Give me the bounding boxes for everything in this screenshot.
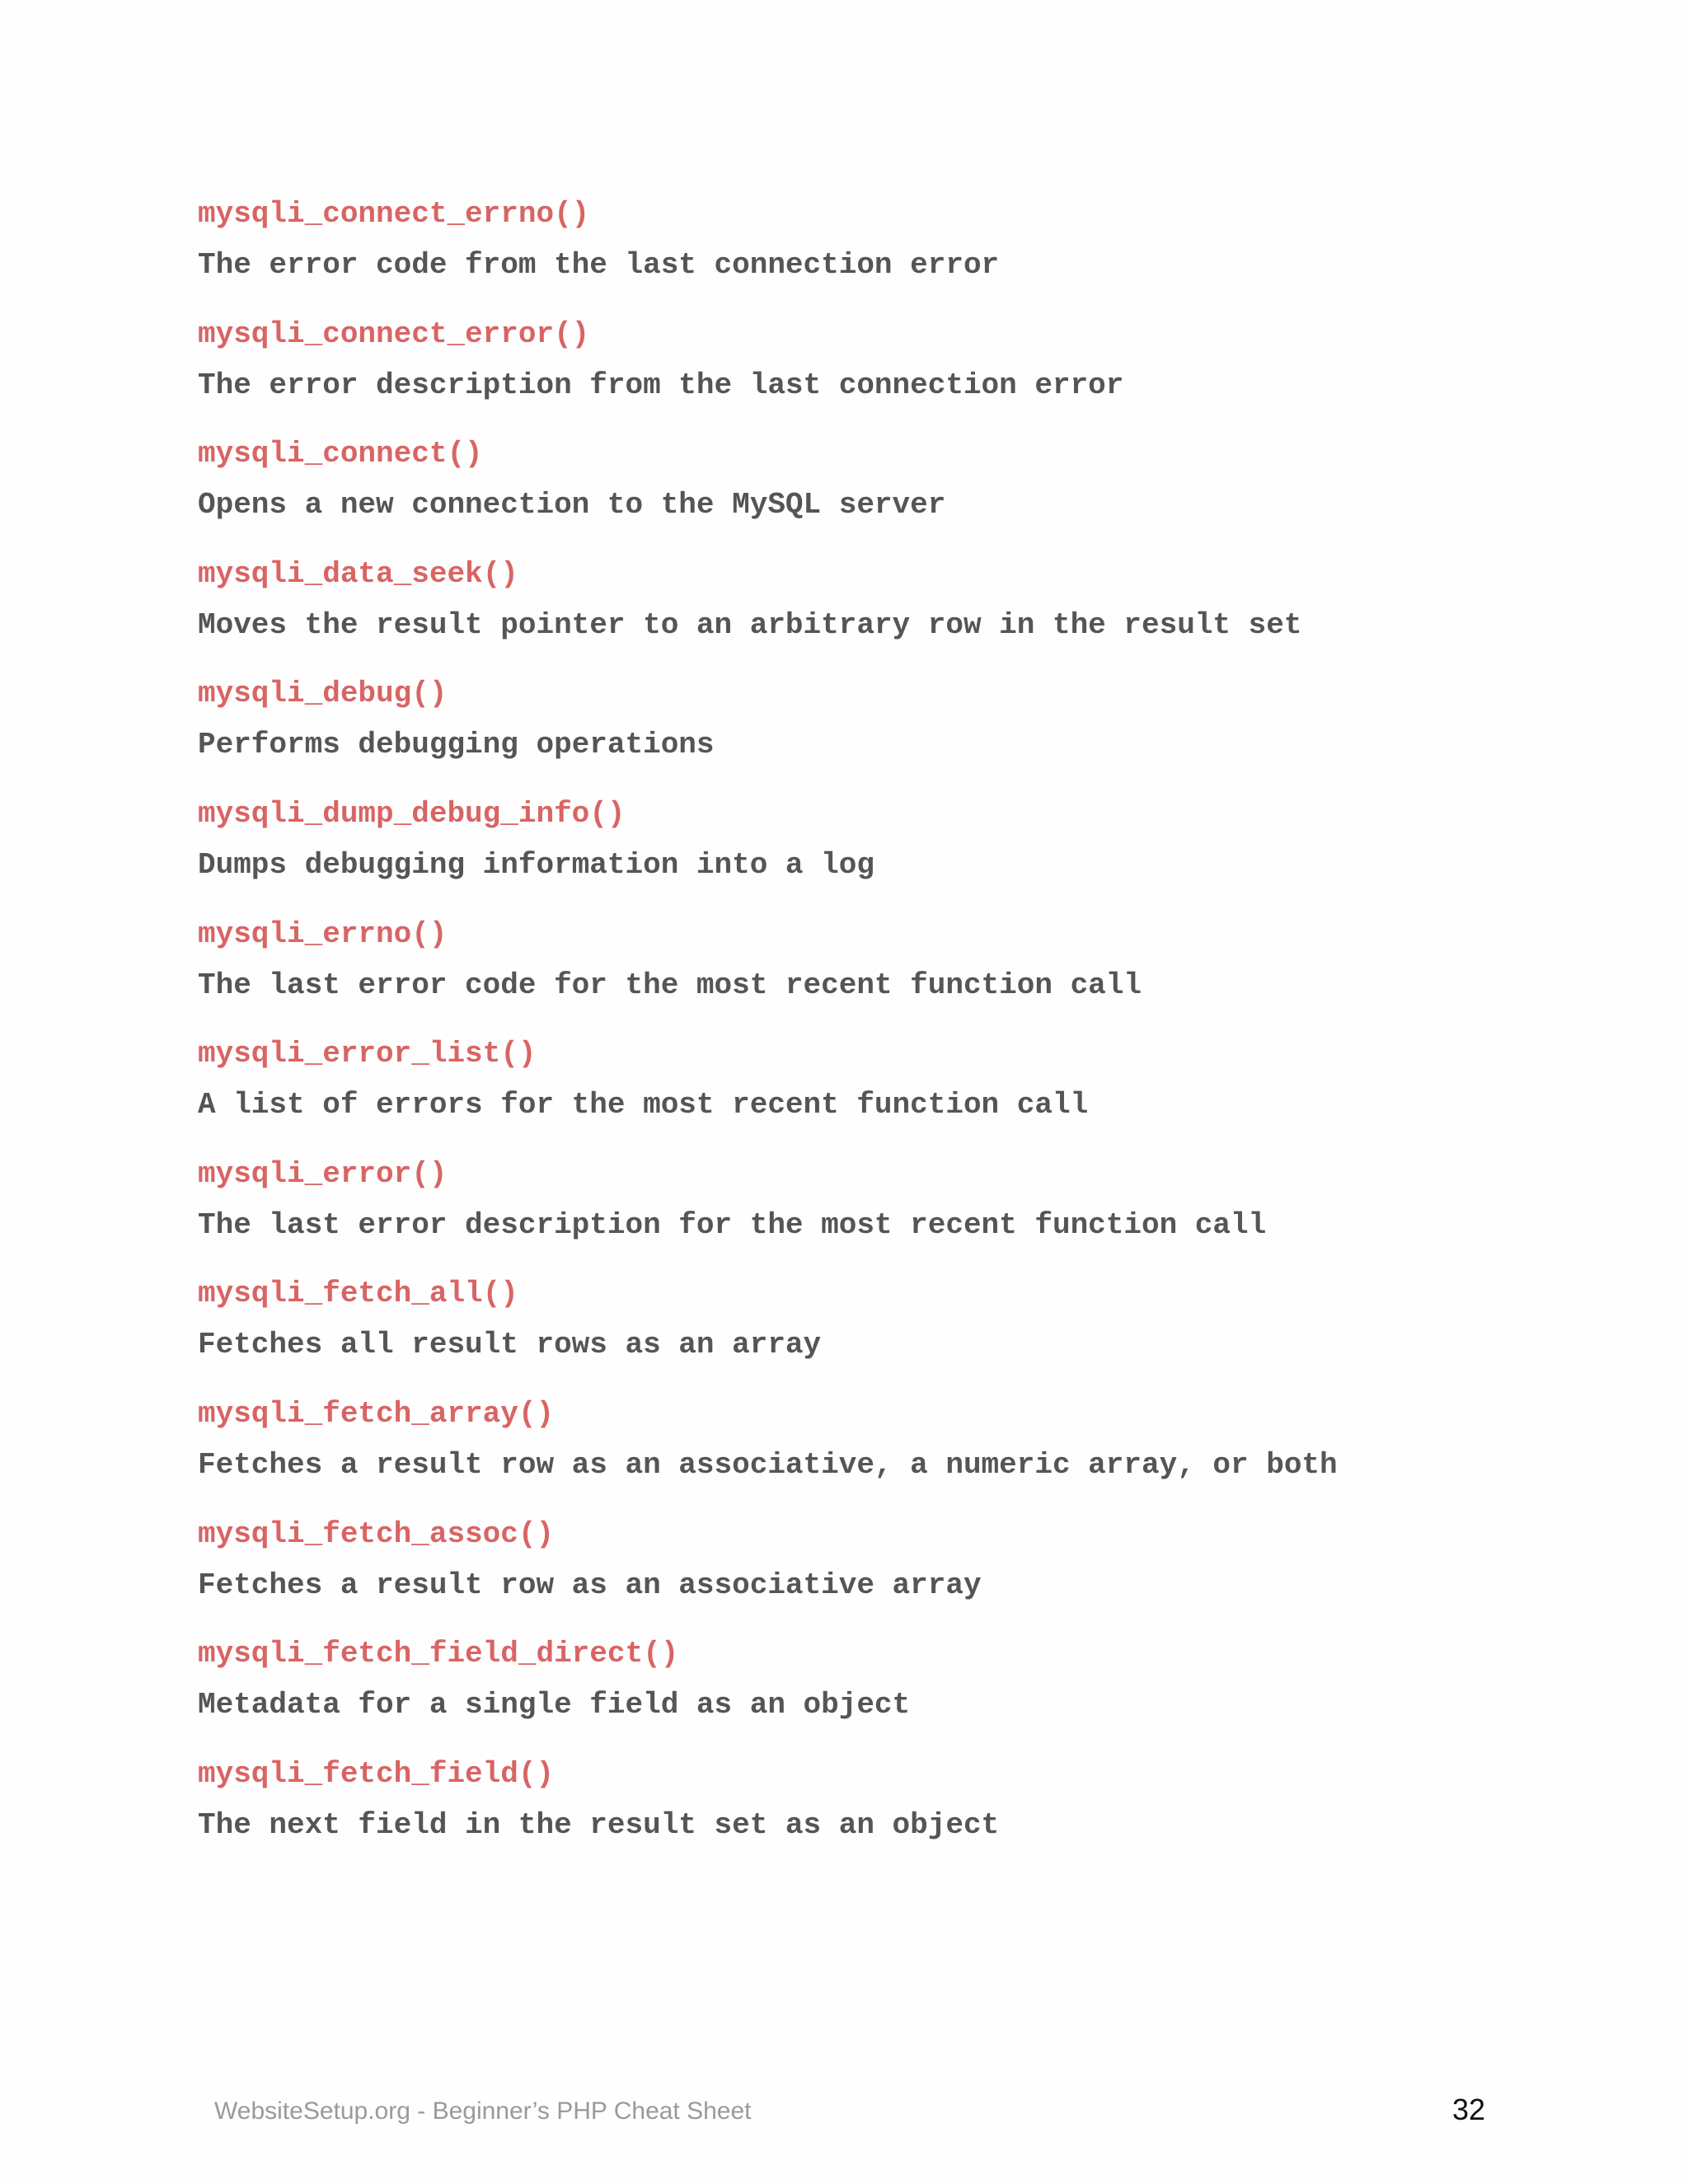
function-description: The last error code for the most recent function call <box>198 968 1142 1002</box>
function-description: The next field in the result set as an object <box>198 1807 1000 1842</box>
function-entry <box>198 1398 1517 1518</box>
function-name: mysqli_error_list() <box>198 1037 537 1071</box>
function-name: mysqli_debug() <box>198 677 448 711</box>
function-entry <box>198 198 1517 318</box>
function-name: mysqli_connect() <box>198 437 483 471</box>
function-description: Performs debugging operations <box>198 728 715 762</box>
function-description: A list of errors for the most recent function call <box>198 1088 1089 1122</box>
function-entry <box>198 798 1517 918</box>
function-description: Fetches all result rows as an array <box>198 1328 822 1362</box>
function-entry <box>198 1638 1517 1758</box>
function-name: mysqli_fetch_assoc() <box>198 1516 555 1551</box>
function-entry <box>198 918 1517 1038</box>
function-entry <box>198 438 1517 558</box>
function-name: mysqli_connect_errno() <box>198 197 590 231</box>
footer-text: WebsiteSetup.org - Beginner’s PHP Cheat Sheet <box>214 2097 752 2125</box>
function-name: mysqli_dump_debug_info() <box>198 796 626 831</box>
function-entry <box>198 677 1517 798</box>
function-name: mysqli_fetch_field_direct() <box>198 1637 679 1671</box>
function-name: mysqli_connect_error() <box>198 316 590 351</box>
function-name: mysqli_fetch_array() <box>198 1396 555 1431</box>
function-name: mysqli_errno() <box>198 916 448 951</box>
function-name: mysqli_fetch_all() <box>198 1277 518 1311</box>
function-entry <box>198 1758 1517 1878</box>
page-number: 32 <box>1452 2093 1486 2126</box>
function-entry <box>198 1158 1517 1278</box>
function-description: Moves the result pointer to an arbitrary row in the result set <box>198 607 1302 642</box>
function-list <box>198 198 1517 1877</box>
function-description: Dumps debugging information into a log <box>198 847 874 882</box>
function-description: The error description from the last connection error <box>198 368 1124 402</box>
function-name: mysqli_data_seek() <box>198 556 518 591</box>
function-entry <box>198 1277 1517 1398</box>
function-description: Opens a new connection to the MySQL server <box>198 488 946 523</box>
function-description: Fetches a result row as an associative array <box>198 1568 982 1602</box>
function-description: Fetches a result row as an associative, a numeric array, or both <box>198 1447 1338 1482</box>
function-description: The error code from the last connection error <box>198 248 1000 282</box>
function-description: Metadata for a single field as an object <box>198 1688 911 1722</box>
function-entry <box>198 558 1517 678</box>
function-entry <box>198 1038 1517 1158</box>
function-description: The last error description for the most recent function call <box>198 1207 1267 1242</box>
function-name: mysqli_error() <box>198 1156 448 1191</box>
function-entry <box>198 318 1517 438</box>
function-entry <box>198 1518 1517 1638</box>
function-name: mysqli_fetch_field() <box>198 1756 555 1791</box>
